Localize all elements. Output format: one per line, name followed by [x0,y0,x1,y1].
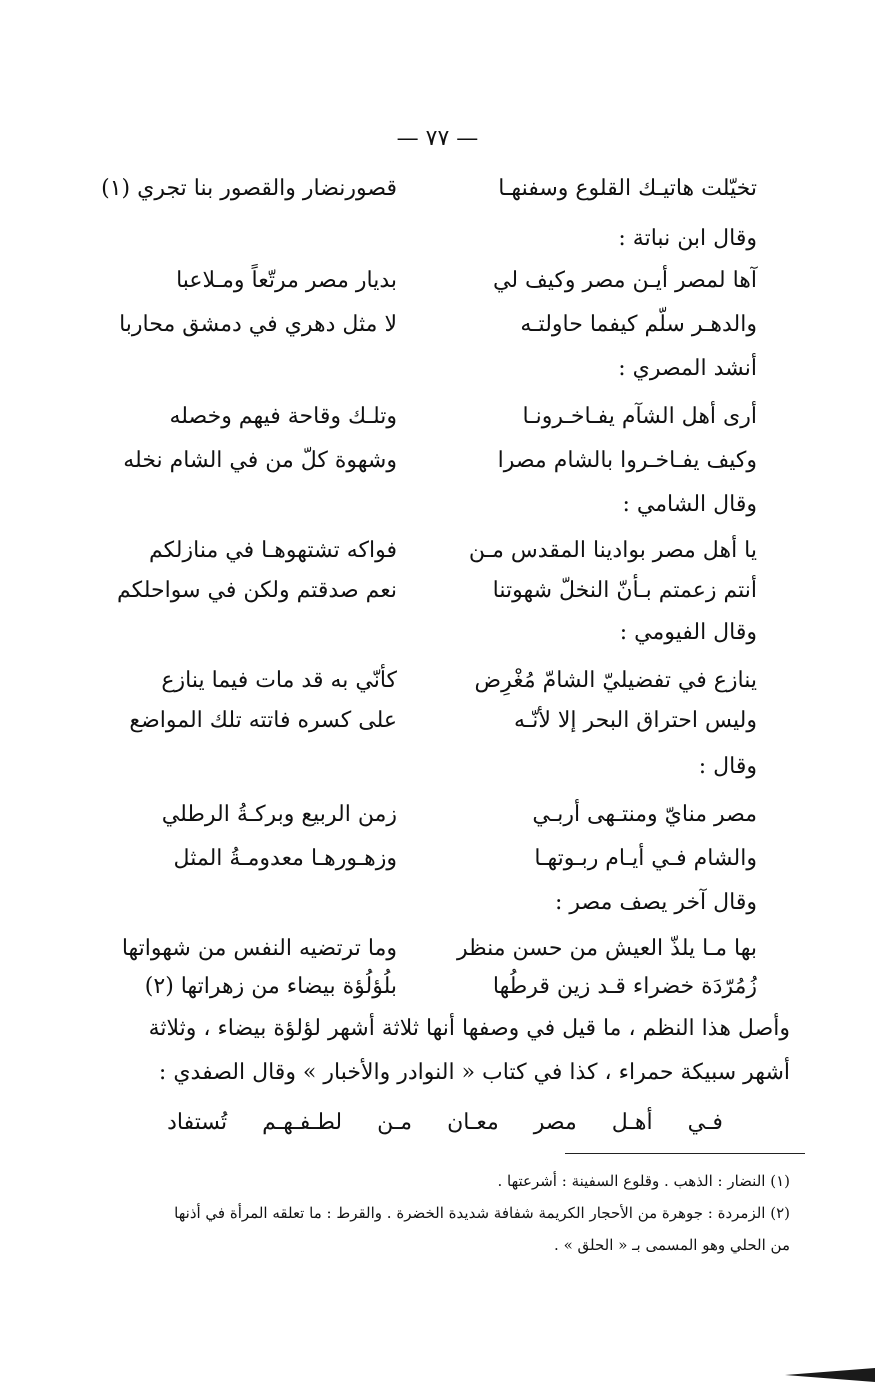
page-number: — ٧٧ — [396,126,479,151]
verse-8-first-hemistich: ينازع في تفضيليّ الشامّ مُغْرِض [474,668,757,693]
verse-4-first-hemistich: أرى أهل الشآم يفـاخـرونـا [522,404,757,429]
verse-6-second-hemistich: فواكه تشتهوهـا في منازلكم [149,538,397,563]
verse-8-second-hemistich: كأنّي به قد مات فيما ينازع [161,668,397,693]
intro-akhar: وقال آخر يصف مصر : [554,890,757,915]
footnote-1: (١) النضار : الذهب . وقلوع السفينة : أشرعتها . [497,1172,790,1190]
intro-al-shami: وقال الشامي : [622,492,757,517]
footnote-2-continued: من الحلي وهو المسمى بـ « الحلق » . [554,1236,790,1254]
verse-safadi: فـي أهـل مصر معـان مـن لطـفـهـم تُستفاد [167,1110,723,1135]
verse-13-second-hemistich: بلُؤلُؤة بيضاء من زهراتها (٢) [144,974,397,999]
verse-7-first-hemistich: أنتم زعمتم بـأنّ النخلّ شهوتنا [492,578,757,603]
verse-5-first-hemistich: وكيف يفـاخـروا بالشام مصرا [497,448,757,473]
verse-4-second-hemistich: وتلـك وقاحة فيهم وخصله [169,404,397,429]
verse-1-second-hemistich: قصورنضار والقصور بنا تجري (١) [101,176,397,201]
verse-1-first-hemistich: تخيّلت هاتيـك القلوع وسفنهـا [498,176,757,201]
verse-5-second-hemistich: وشهوة كلّ من في الشام نخله [123,448,397,473]
verse-3-second-hemistich: لا مثل دهري في دمشق محاربا [119,312,397,337]
verse-2-second-hemistich: بديار مصر مرتّعاً ومـلاعبا [176,268,397,293]
intro-ibn-nubata: وقال ابن نباتة : [618,226,757,251]
verse-9-first-hemistich: وليس احتراق البحر إلا لأنّـه [513,708,757,733]
verse-12-first-hemistich: بها مـا يلذّ العيش من حسن منظر [456,936,757,961]
intro-al-masri: أنشد المصري : [618,356,757,381]
verse-12-second-hemistich: وما ترتضيه النفس من شهواتها [121,936,397,961]
verse-7-second-hemistich: نعم صدقتم ولكن في سواحلكم [116,578,397,603]
verse-13-first-hemistich: زُمُرّدَة خضراء قـد زين قرطُها [492,974,757,999]
prose-line-1: وأصل هذا النظم ، ما قيل في وصفها أنها ثلاثة أشهر لؤلؤة بيضاء ، وثلاثة [148,1016,790,1041]
prose-line-2: أشهر سبيكة حمراء ، كذا في كتاب « النوادر والأخبار » وقال الصفدي : [158,1060,790,1085]
verse-6-first-hemistich: يا أهل مصر بوادينا المقدس مـن [468,538,757,563]
verse-10-second-hemistich: زمن الربيع وبركـةُ الرطلي [161,802,397,827]
footnote-separator [565,1153,805,1154]
verse-3-first-hemistich: والدهـر سلّم كيفما حاولتـه [520,312,757,337]
verse-9-second-hemistich: على كسره فاتته تلك المواضع [129,708,397,733]
verse-10-first-hemistich: مصر منايّ ومنتـهى أربـي [532,802,757,827]
verse-11-second-hemistich: وزهـورهـا معدومـةُ المثل [173,846,397,871]
verse-2-first-hemistich: آها لمصر أيـن مصر وكيف لي [493,268,757,293]
intro-wa-qal: وقال : [698,754,757,779]
footnote-2: (٢) الزمردة : جوهرة من الأحجار الكريمة شفافة شديدة الخضرة . والقرط : ما تعلقه المرأة في أذنها [174,1204,790,1222]
verse-11-first-hemistich: والشام فـي أيـام ربـوتهـا [534,846,757,871]
page-edge-mark [785,1368,875,1382]
intro-al-fayyumi: وقال الفيومي : [619,620,757,645]
